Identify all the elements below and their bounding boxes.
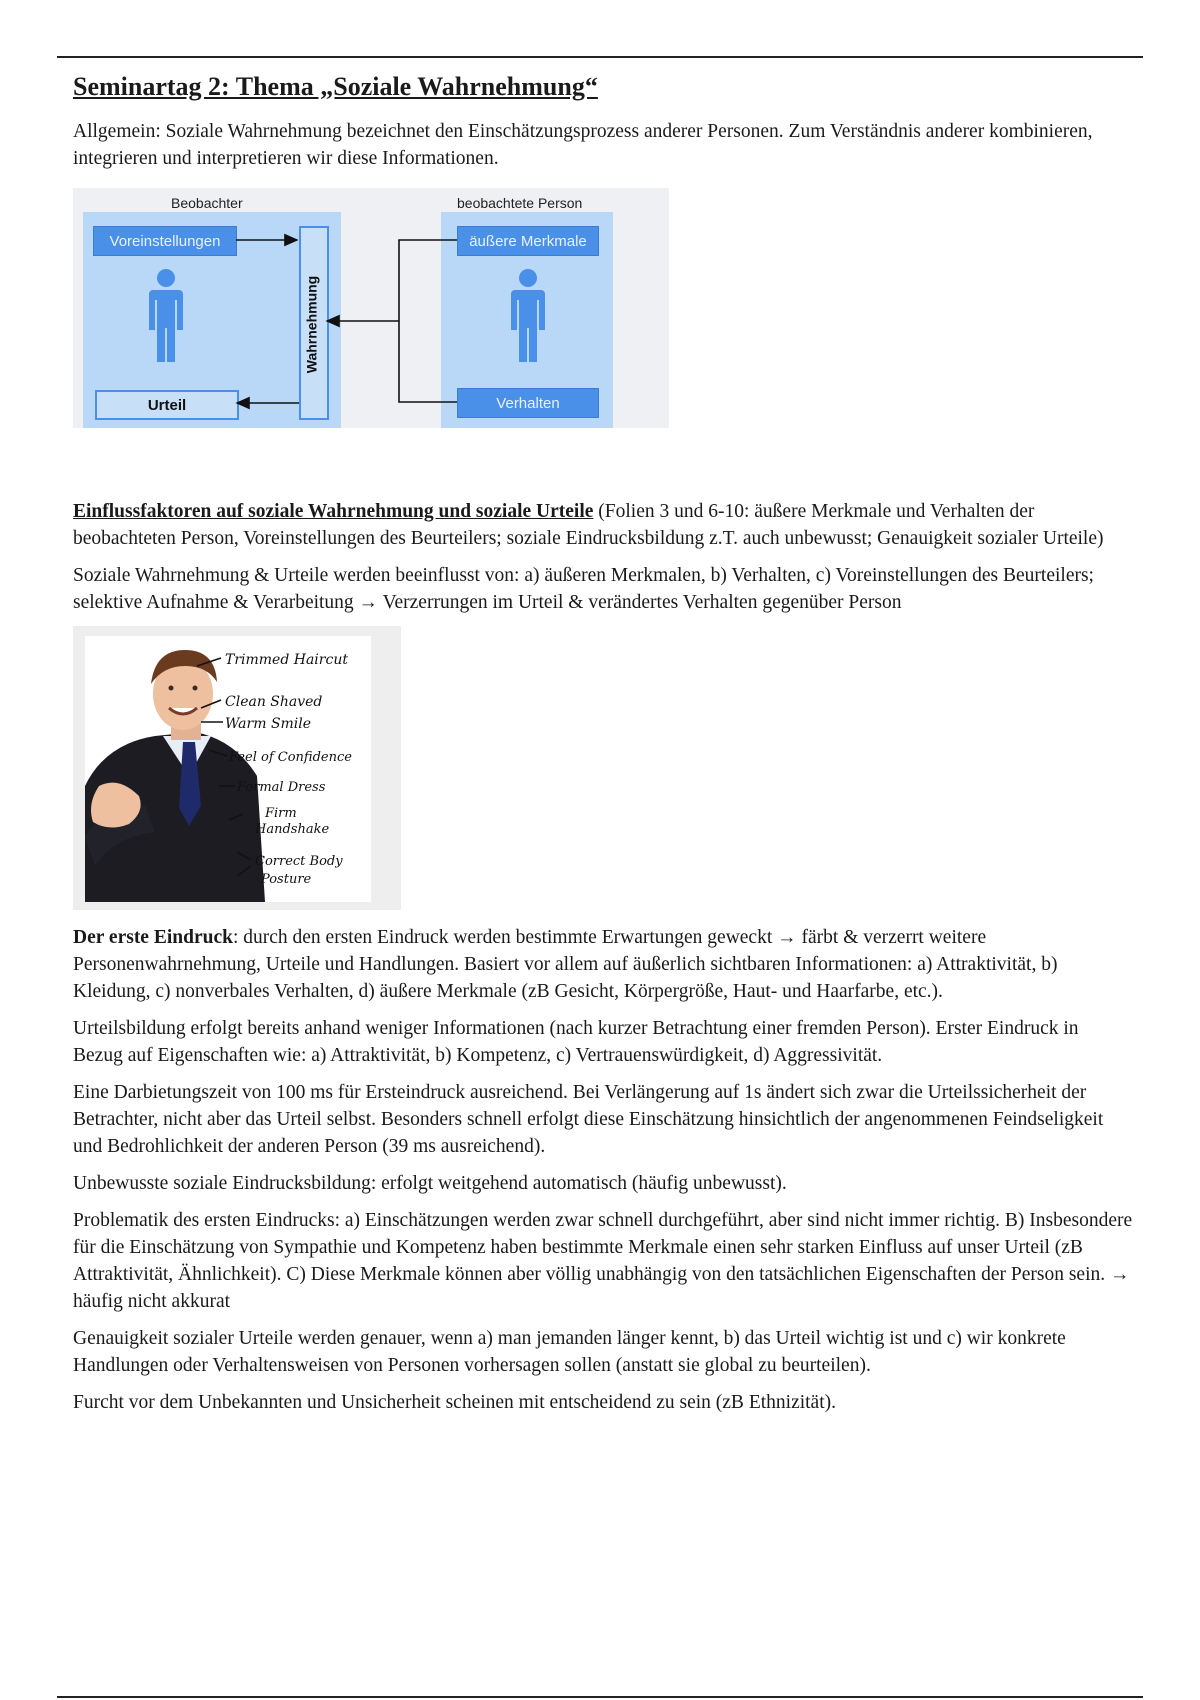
bottom-rule [57, 1696, 1143, 1698]
intro-paragraph: Allgemein: Soziale Wahrnehmung bezeichnet den Einschätzungsprozess anderer Personen. Zum Verständnis anderer kombinieren, integrieren und interpretieren wir diese Informationen. [73, 121, 1093, 169]
person-icon [149, 269, 183, 362]
judgement-formation-paragraph: Urteilsbildung erfolgt bereits anhand weniger Informationen (nach kurzer Betrachtung einer fremden Person). Erster Eindruck in Bezug auf Eigenschaften wie: a) Attraktivität, b) Kompetenz, c) Vertrauenswürdigkeit, d) Aggressivität. [73, 1018, 1079, 1066]
annotation-body: Correct Body [255, 854, 343, 869]
observed-label: beobachtete Person [457, 195, 583, 211]
behavior-box: Verhalten [457, 388, 599, 418]
annotation-smile: Warm Smile [225, 716, 312, 732]
attitudes-box: Voreinstellungen [93, 226, 237, 256]
annotation-firm: Firm [265, 806, 297, 821]
judgement-box: Urteil [95, 390, 239, 420]
influence-summary-paragraph: Soziale Wahrnehmung & Urteile werden beeinflusst von: a) äußeren Merkmalen, b) Verhalten, c) Voreinstellungen des Beurteilers; selektive Aufnahme & Verarbeitung → Verzerrungen im Urteil & verändertes Verhalten gegenüber Person [73, 565, 1094, 613]
observed-bracket [399, 240, 457, 402]
annotation-handshake: Handshake [255, 822, 330, 837]
observer-label: Beobachter [171, 195, 243, 211]
presentation-time-paragraph: Eine Darbietungszeit von 100 ms für Ersteindruck ausreichend. Bei Verlängerung auf 1s ändert sich zwar die Urteilssicherheit der Betrachter, nicht aber das Urteil selbst. Besonders schnell erfolgt diese Einschätzung hinsichtlich der angenommenen Feindseligkeit und Bedrohlichkeit der anderen Person (39 ms ausreichend). [73, 1082, 1104, 1157]
unconscious-impression-paragraph: Unbewusste soziale Eindrucksbildung: erfolgt weitgehend automatisch (häufig unbewusst). [73, 1173, 787, 1194]
fear-paragraph: Furcht vor dem Unbekannten und Unsicherheit scheinen mit entscheidend zu sein (zB Ethnizität). [73, 1392, 836, 1413]
external-features-box: äußere Merkmale [457, 226, 599, 256]
influence-factors-details: (Folien 3 und 6-10: äußere Merkmale und Verhalten der beobachteten Person, Voreinstellungen des Beurteilers; soziale Eindrucksbildung z.T. auch unbewusst; Genauigkeit sozialer Urteile) [73, 501, 1104, 549]
top-rule [57, 56, 1143, 58]
person-icon [511, 269, 545, 362]
annotation-dress: Formal Dress [237, 780, 326, 795]
first-impression-heading: Der erste Eindruck [73, 927, 233, 948]
annotation-confidence: Feel of Confidence [229, 750, 352, 765]
first-impression-photo [73, 626, 401, 910]
annotation-posture: Posture [261, 872, 312, 887]
page-title: Seminartag 2: Thema „Soziale Wahrnehmung“ [73, 72, 598, 101]
annotation-haircut: Trimmed Haircut [225, 652, 348, 668]
first-impression-paragraph [73, 924, 1133, 1005]
influence-factors-heading: Einflussfaktoren auf soziale Wahrnehmung und soziale Urteile [73, 501, 594, 522]
first-impression-text: : durch den ersten Eindruck werden bestimmte Erwartungen geweckt → färbt & verzerrt weitere Personenwahrnehmung, Urteile und Handlungen. Basiert vor allem auf äußerlich sichtbaren Informationen: a) Attraktivität, b) Kleidung, c) nonverbales Verhalten, d) äußere Merkmale (zB Gesicht, Körpergröße, Haut- und Haarfarbe, etc.). [73, 927, 1058, 1002]
annotation-shaved: Clean Shaved [225, 694, 323, 710]
problems-paragraph: Problematik des ersten Eindrucks: a) Einschätzungen werden zwar schnell durchgeführt, aber sind nicht immer richtig. B) Insbesondere für die Einschätzung von Sympathie und Kompetenz haben bestimmte Merkmale einen sehr starken Einfluss auf unser Urteil (zB Attraktivität, Ähnlichkeit). C) Diese Merkmale können aber völlig unabhängig von den tatsächlichen Eigenschaften der Person sein. → häufig nicht akkurat [73, 1210, 1133, 1312]
accuracy-paragraph: Genauigkeit sozialer Urteile werden genauer, wenn a) man jemanden länger kennt, b) das Urteil wichtig ist und c) wir konkrete Handlungen oder Verhaltensweisen von Personen vorhersagen sollen (anstatt sie global zu beurteilen). [73, 1328, 1066, 1376]
influence-factors-paragraph [73, 498, 1133, 552]
diagram-connectors [73, 188, 669, 428]
perception-diagram [73, 188, 669, 428]
document-body [73, 70, 1133, 1426]
perception-label: Wahrnehmung [303, 275, 320, 374]
businessman-image [85, 636, 371, 902]
